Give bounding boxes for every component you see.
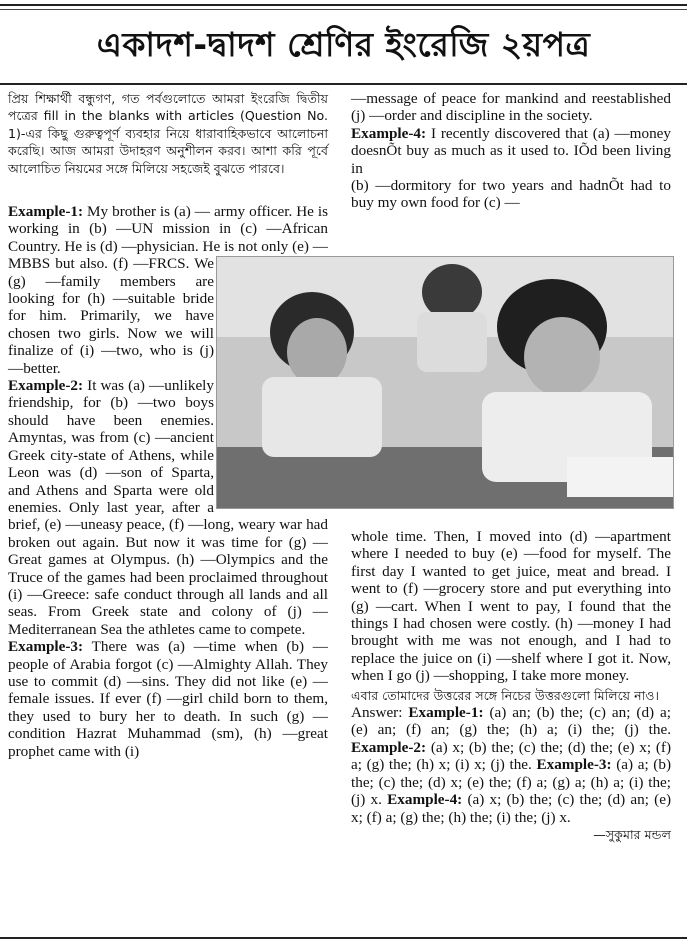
answer-2: (a) x; (b) the; (c) the; (d) the; (e) x; (f) a; (g) the; (h) x; (i) x; (j) the. xyxy=(351,738,672,774)
example-3-label: Example-3: xyxy=(8,638,84,656)
answer-4: (a) x; (b) the; (c) the; (d) an; (e) x; (f) a; (g) the; (h) the; (i) the; (j) x. xyxy=(351,791,672,826)
example-1-label: Example-1: xyxy=(8,203,84,220)
example-4-continued: whole time. Then, I moved into (d) —apartment where I needed to buy (e) —food for myself. The first day I wanted to get juice, meat and bread. I went to (f) —grocery store and put everything into (g) —cart. When I went to pay, I found that the things I had chosen were costly. (h) —money I had brought with me was not enough, and I had to replace the juice on (i) —shelf where I got it. Now, when I go (j) —shopping, I take more money. xyxy=(351,528,671,685)
answer-1-label: Example-1: xyxy=(408,704,484,722)
bottom-border xyxy=(0,937,687,939)
page-title: একাদশ-দ্বাদশ শ্রেণির ইংরেজি ২য়পত্র xyxy=(96,25,591,64)
example-3-text: There was (a) —time when (b) —people of Arabia forgot (c) —Almighty Allah. They use to commit (d) —sins. They did not like (e) —female issues. If ever (f) —girl child born to them, they used to bury her to death. In such (g) —condition Hazrat Muhammad (sm), (h) —great prophet came with (i) xyxy=(8,638,328,760)
answer-1: (a) an; (b) the; (c) an; (d) a; (e) an; (f) an; (g) the; (h) a; (i) the; (j) the. xyxy=(351,704,672,739)
example-4-text: I recently discovered that (a) —money doesnÕt buy as much as it used to. IÕd been living in xyxy=(351,124,672,177)
example-4-text-2: (b) —dormitory for two years and hadnÕt had to buy my own food for (c) — xyxy=(351,177,671,212)
right-column-top xyxy=(351,90,671,212)
title-divider xyxy=(0,83,687,85)
example-3-continued: —message of peace for mankind and reestablished (j) —order and discipline in the society. xyxy=(351,90,671,125)
example-1-text: My brother is (a) — army officer. He is working in (b) —UN mission in (c) —African Country. He is (d) —physician. He is not only (e) —MBBS but also. (f) —FRCS. We (g) —family members are looking for (h) —suitable bride for him. Primarily, we have chosen two girls. Now we will finalize of (i) —two, who is (j) —better. xyxy=(8,203,328,377)
answer-4-label: Example-4: xyxy=(387,791,463,809)
intro-paragraph: প্রিয় শিক্ষার্থী বন্ধুগণ, গত পর্বগুলোতে আমরা ইংরেজি দ্বিতীয় পত্রের fill in the blanks with articles (Question No. 1)-এর কিছু গুরুত্বপূর্ণ ব্যবহার নিয়ে ধারাবাহিকভাবে আলোচনা করেছি। আজ আমরা উদাহরণ অনুশীলন করব। আশা করি পূর্বে আলোচিত নিয়মের সঙ্গে মিলিয়ে সহজেই বুঝতে পারবে। xyxy=(8,91,328,176)
example-4 xyxy=(351,125,671,177)
answer-2-label: Example-2: xyxy=(351,738,427,756)
right-column-bottom xyxy=(351,528,671,843)
answers xyxy=(351,704,671,826)
answer-3: (a) a; (b) the; (c) the; (d) x; (e) the; (f) a; (g) a; (h) a; (i) the; (j) x. xyxy=(351,756,672,809)
top-border xyxy=(0,4,687,6)
students-exam-photo xyxy=(216,256,674,509)
author-signature: —সুকুমার মন্ডল xyxy=(593,826,671,842)
top-border-thin xyxy=(0,9,687,10)
example-2-label: Example-2: xyxy=(8,377,84,395)
example-4-label: Example-4: xyxy=(351,124,427,142)
left-column-top xyxy=(8,90,328,177)
example-3 xyxy=(8,638,328,760)
answer-3-label: Example-3: xyxy=(536,756,612,774)
answer-note: এবার তোমাদের উত্তরের সঙ্গে নিচের উত্তরগুলো মিলিয়ে নাও। xyxy=(351,687,660,703)
answer-label: Answer: xyxy=(351,704,403,722)
example-2-text: It was (a) —unlikely friendship, for (b) —two boys should have been enemies. Amyntas, was from (c) —ancient Greek city-state of Athens, while Leon was (d) —son of Sparta, and Athens and Sparta were old enemies. Only last year, after a brief, (e) —uneasy peace, (f) —long, weary war had broken out again. But now it was time for (g) —Great games at Olympus. (h) —Olympics and the Truce of the games had been proclaimed throughout (i) —Greece: safe conduct through all lands and all seas. From Greek state and colony of (j) —Mediterranean Sea the athletes came to compete. xyxy=(8,377,328,638)
